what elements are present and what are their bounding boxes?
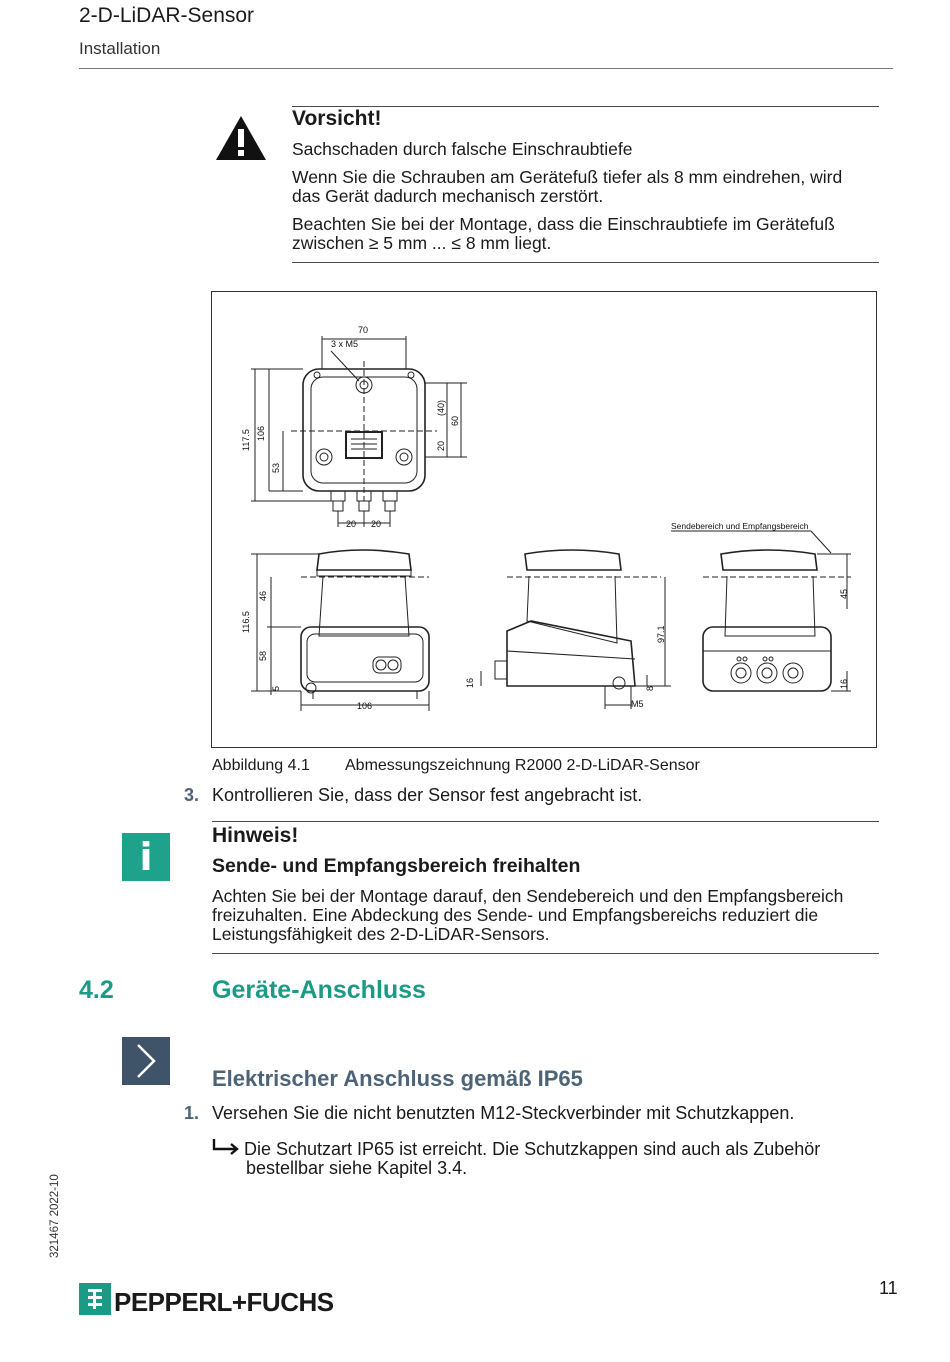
- dimension-label: 97.1: [656, 625, 666, 643]
- result-arrow-icon: [212, 1137, 242, 1157]
- note-subheading: Sende- und Empfangsbereich freihalten: [212, 855, 581, 877]
- caution-subheading: Sachschaden durch falsche Einschraubtiefe: [292, 139, 633, 159]
- dimension-label: 116.5: [241, 611, 251, 633]
- dimension-label: 58: [258, 650, 268, 661]
- note-text-line: Leistungsfähigkeit des 2-D-LiDAR-Sensors.: [212, 924, 550, 944]
- procedure-arrow-icon: [122, 1037, 170, 1085]
- document-title: 2-D-LiDAR-Sensor: [79, 4, 255, 27]
- step-number: 3.: [184, 785, 200, 805]
- note-top-rule: [212, 821, 879, 822]
- section-title: Geräte-Anschluss: [212, 976, 426, 1004]
- note-text-line: freizuhalten. Eine Abdeckung des Sende- und Empfangsbereichs reduziert die: [212, 905, 819, 925]
- dimension-label: 117.5: [241, 429, 251, 451]
- dimension-label: 106: [256, 425, 266, 441]
- brand-name: PEPPERL+FUCHS: [114, 1287, 334, 1317]
- note-bottom-rule: [212, 953, 879, 954]
- result-text-line: Die Schutzart IP65 ist erreicht. Die Schutzkappen sind auch als Zubehör: [244, 1139, 821, 1159]
- dimension-label: 16: [839, 678, 849, 689]
- figure-caption-text: Abmessungszeichnung R2000 2-D-LiDAR-Sensor: [345, 757, 700, 774]
- dimension-label: 70: [358, 325, 369, 335]
- dimension-label: 20: [436, 440, 446, 451]
- figure-caption-number: Abbildung 4.1: [212, 757, 310, 774]
- step-number: 1.: [184, 1103, 200, 1123]
- caution-bottom-rule: [292, 262, 879, 263]
- step-text: Versehen Sie die nicht benutzten M12-Steckverbinder mit Schutzkappen.: [212, 1103, 795, 1123]
- section-number: 4.2: [79, 976, 114, 1004]
- result-text-line: bestellbar siehe Kapitel 3.4.: [246, 1158, 468, 1178]
- dimension-label: M5: [631, 699, 644, 709]
- info-icon: i: [122, 833, 170, 881]
- note-text-line: Achten Sie bei der Montage darauf, den Sendebereich und den Empfangsbereich: [212, 886, 844, 906]
- page-number: 11: [879, 1278, 898, 1298]
- caution-text-line: Wenn Sie die Schrauben am Gerätefuß tiefer als 8 mm eindrehen, wird: [292, 167, 843, 187]
- dimension-label: 20: [346, 519, 357, 529]
- side-view-base: [507, 621, 635, 686]
- dimension-label: 8: [645, 685, 655, 691]
- dimension-label: 106: [357, 701, 373, 711]
- document-code: 321467 2022-10: [49, 1174, 61, 1258]
- dimension-label: 46: [258, 590, 268, 601]
- front-view-base: [301, 627, 429, 691]
- dimension-label: 5: [271, 685, 281, 691]
- note-heading: Hinweis!: [212, 824, 299, 847]
- dimension-label: 16: [465, 677, 475, 688]
- warning-triangle-icon: [215, 114, 267, 162]
- dimension-label: Sendebereich und Empfangsbereich: [671, 521, 809, 531]
- caution-text-line: Beachten Sie bei der Montage, dass die Einschraubtiefe im Gerätefuß: [292, 214, 835, 234]
- dimension-label: 20: [371, 519, 382, 529]
- dimension-label: 45: [839, 588, 849, 599]
- brand-logo-icon: [79, 1283, 111, 1315]
- caution-text-line: zwischen ≥ 5 mm ... ≤ 8 mm liegt.: [292, 233, 552, 253]
- caution-heading: Vorsicht!: [292, 107, 382, 130]
- procedure-title: Elektrischer Anschluss gemäß IP65: [212, 1066, 583, 1091]
- caution-text-line: das Gerät dadurch mechanisch zerstört.: [292, 186, 604, 206]
- header-divider: [79, 68, 893, 69]
- dimension-label: (40): [436, 399, 446, 416]
- dimension-label: 60: [450, 415, 460, 426]
- chapter-title: Installation: [79, 39, 161, 58]
- step-text: Kontrollieren Sie, dass der Sensor fest angebracht ist.: [212, 785, 643, 805]
- dimension-drawing: [211, 291, 877, 748]
- dimension-label: 53: [271, 462, 281, 473]
- dimension-label: 3 x M5: [331, 339, 359, 349]
